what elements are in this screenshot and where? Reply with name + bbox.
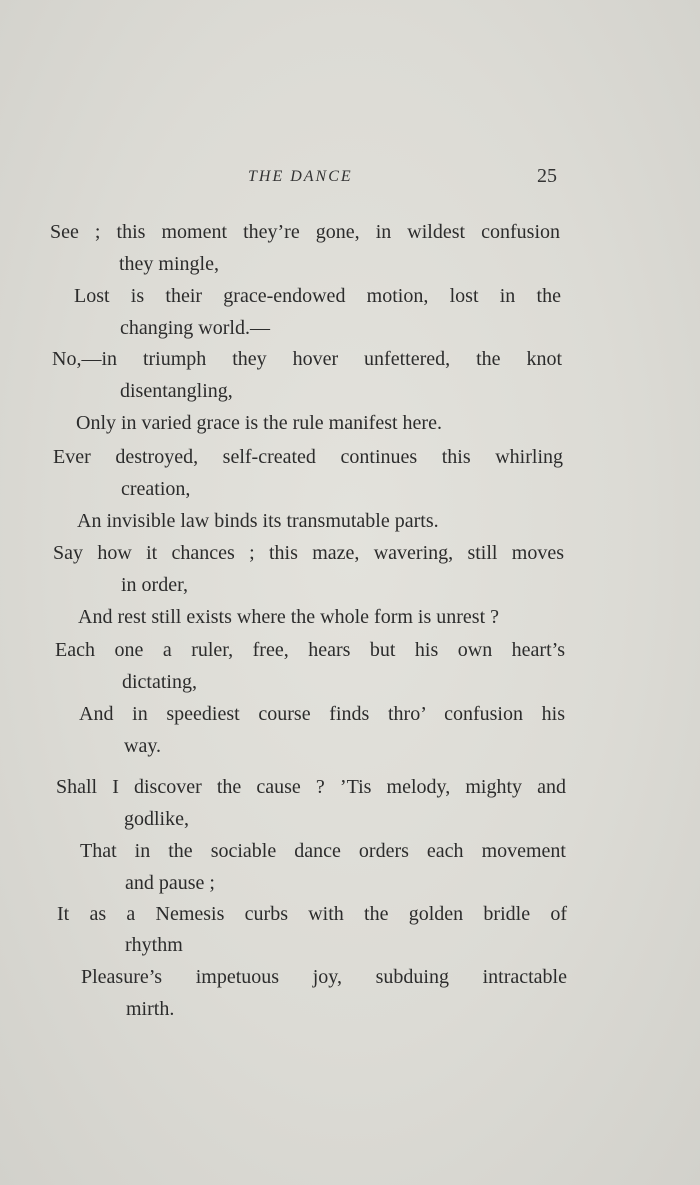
poem-line: mirth. (126, 998, 175, 1020)
page-number: 25 (537, 165, 557, 187)
poem-line: Pleasure’s impetuous joy, subduing intractable (81, 966, 567, 988)
poem-line: Ever destroyed, self-created continues this whirling (53, 446, 563, 468)
poem-line: way. (124, 735, 162, 757)
poem-line: Say how it chances ; this maze, wavering, still moves (53, 542, 564, 564)
poem-line: See ; this moment they’re gone, in wildest confusion (50, 221, 560, 243)
poem-line: rhythm (125, 934, 183, 956)
poem-line: they mingle, (119, 253, 219, 275)
poem-line: creation, (121, 478, 191, 500)
poem-line: and pause ; (125, 872, 215, 894)
running-title: THE DANCE (248, 168, 353, 185)
poem-line: in order, (121, 574, 188, 596)
poem-line: Each one a ruler, free, hears but his own heart’s (55, 639, 565, 661)
poem-line: No,—in triumph they hover unfettered, the knot (52, 348, 562, 370)
poem-line: Only in varied grace is the rule manifest here. (76, 412, 442, 434)
poem-line: dictating, (122, 671, 197, 693)
poem-line: disentangling, (120, 380, 233, 402)
poem-line: That in the sociable dance orders each movement (80, 840, 566, 862)
poem-line: godlike, (124, 808, 189, 830)
poem-line: It as a Nemesis curbs with the golden bridle of (57, 903, 567, 925)
poem-line: An invisible law binds its transmutable parts. (77, 510, 439, 532)
poem-line: Lost is their grace-endowed motion, lost in the (74, 285, 561, 307)
poem-line: And in speediest course finds thro’ confusion his (79, 703, 565, 725)
poem-line: And rest still exists where the whole form is unrest ? (78, 606, 500, 628)
poem-line: changing world.— (120, 317, 270, 339)
poem-line: Shall I discover the cause ? ’Tis melody, mighty and (56, 776, 566, 798)
